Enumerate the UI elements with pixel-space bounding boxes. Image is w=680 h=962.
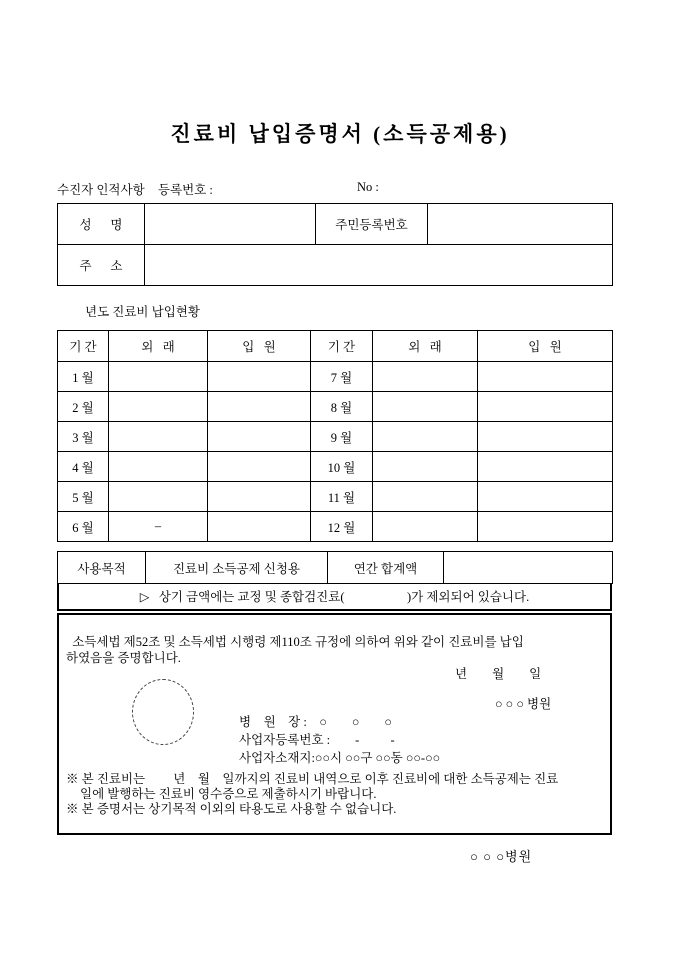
- month-label: 7 월: [311, 362, 373, 392]
- month-label: 11 월: [311, 482, 373, 512]
- month-label: 8 월: [311, 392, 373, 422]
- resident-id-field: [428, 204, 613, 245]
- table-row: [58, 482, 613, 512]
- outpatient-cell: –: [109, 512, 208, 542]
- annual-total-label: 연간 합계액: [328, 552, 444, 584]
- certificate-statement-line2: 하였음을 증명합니다.: [66, 651, 181, 665]
- inpatient-cell: [208, 362, 311, 392]
- month-label: 2 월: [58, 392, 109, 422]
- outpatient-cell: [109, 392, 208, 422]
- resident-id-label: 주민등록번호: [316, 204, 428, 245]
- inpatient-cell: [208, 392, 311, 422]
- registration-number-label: 등록번호 :: [158, 183, 213, 197]
- outpatient-cell: [373, 482, 478, 512]
- footnote-1: ※ 본 진료비는 년 월 일까지의 진료비 내역으로 이후 진료비에 대한 소득공제는 진료: [66, 772, 559, 786]
- page-title: 진료비 납입증명서 (소득공제용): [170, 122, 510, 146]
- patient-info-table: [57, 203, 613, 286]
- inpatient-cell: [478, 512, 613, 542]
- month-label: 12 월: [311, 512, 373, 542]
- certificate-statement-line1: 소득세법 제52조 및 소득세법 시행령 제110조 규정에 의하여 위와 같이 진료비를 납입: [66, 635, 524, 649]
- outpatient-cell: [109, 452, 208, 482]
- outpatient-cell: [373, 392, 478, 422]
- outpatient-cell: [373, 452, 478, 482]
- col-outpatient-2: 외 래: [373, 331, 478, 362]
- document-no-label: No :: [357, 180, 379, 194]
- exclusion-note: ▷ 상기 금액에는 교정 및 종합검진료( )가 제외되어 있습니다.: [57, 584, 612, 611]
- table-row: [58, 422, 613, 452]
- col-period-1: 기 간: [58, 331, 109, 362]
- inpatient-cell: [478, 452, 613, 482]
- table-row: [58, 452, 613, 482]
- hospital-name: ○ ○ ○ 병원: [495, 697, 552, 711]
- table-row: [58, 204, 613, 245]
- month-label: 5 월: [58, 482, 109, 512]
- inpatient-cell: [478, 362, 613, 392]
- outpatient-cell: [373, 422, 478, 452]
- certificate-box: [57, 613, 612, 835]
- inpatient-cell: [208, 422, 311, 452]
- table-row: [58, 552, 613, 584]
- outpatient-cell: [109, 362, 208, 392]
- annual-total-field: [444, 552, 613, 584]
- month-label: 3 월: [58, 422, 109, 452]
- outpatient-cell: [109, 482, 208, 512]
- month-label: 6 월: [58, 512, 109, 542]
- footnote-1-continued: 일에 발행하는 진료비 영수증으로 제출하시기 바랍니다.: [80, 787, 377, 801]
- hospital-director-line: 병 원 장 : ○ ○ ○: [239, 715, 392, 729]
- table-row: [58, 392, 613, 422]
- patient-section-label: 수진자 인적사항: [57, 183, 145, 197]
- col-inpatient-2: 입 원: [478, 331, 613, 362]
- payment-section-label: 년도 진료비 납입현황: [85, 305, 200, 319]
- issuing-hospital-name: ○ ○ ○병원: [470, 849, 533, 864]
- table-row: [58, 512, 613, 542]
- month-label: 4 월: [58, 452, 109, 482]
- inpatient-cell: [478, 392, 613, 422]
- business-registration-line: 사업자등록번호 : - -: [239, 733, 395, 747]
- address-label: 주 소: [58, 245, 145, 286]
- month-label: 10 월: [311, 452, 373, 482]
- name-field: [145, 204, 316, 245]
- col-inpatient-1: 입 원: [208, 331, 311, 362]
- name-label: 성 명: [58, 204, 145, 245]
- business-address-line: 사업자소재지:○○시 ○○구 ○○동 ○○-○○: [239, 751, 441, 765]
- table-header-row: [58, 331, 613, 362]
- table-row: [58, 362, 613, 392]
- outpatient-cell: [373, 362, 478, 392]
- purpose-row-table: [57, 551, 613, 584]
- outpatient-cell: [109, 422, 208, 452]
- date-line: 년 월 일: [455, 667, 542, 681]
- inpatient-cell: [208, 482, 311, 512]
- purpose-label: 사용목적: [58, 552, 146, 584]
- inpatient-cell: [208, 452, 311, 482]
- inpatient-cell: [208, 512, 311, 542]
- stamp-circle-icon: [132, 679, 194, 745]
- month-label: 1 월: [58, 362, 109, 392]
- col-outpatient-1: 외 래: [109, 331, 208, 362]
- outpatient-cell: [373, 512, 478, 542]
- address-field: [145, 245, 613, 286]
- monthly-payment-table: [57, 330, 613, 542]
- footnote-2: ※ 본 증명서는 상기목적 이외의 타용도로 사용할 수 없습니다.: [66, 802, 397, 816]
- table-row: [58, 245, 613, 286]
- col-period-2: 기 간: [311, 331, 373, 362]
- month-label: 9 월: [311, 422, 373, 452]
- purpose-value: 진료비 소득공제 신청용: [146, 552, 328, 584]
- inpatient-cell: [478, 422, 613, 452]
- inpatient-cell: [478, 482, 613, 512]
